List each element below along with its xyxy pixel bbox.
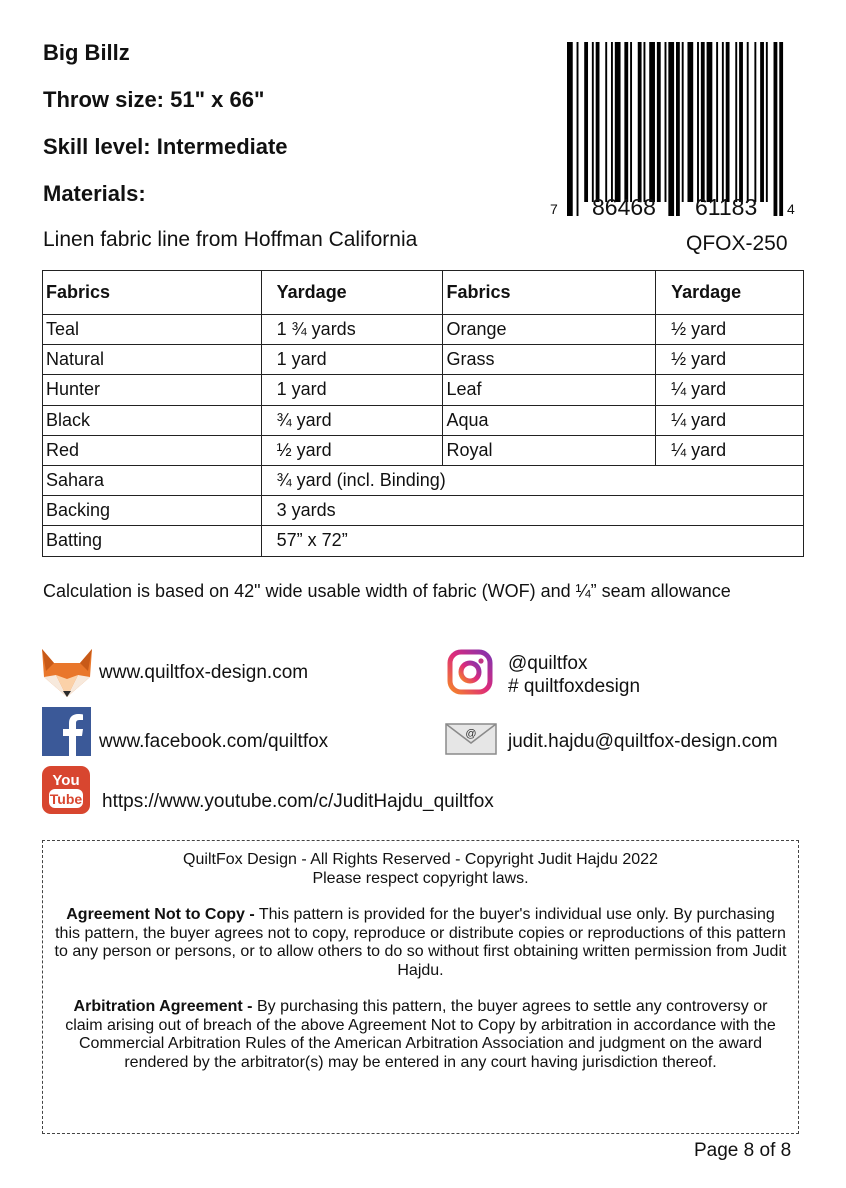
barcode-bar bbox=[766, 42, 768, 202]
fabric-yardage: ¼ yard bbox=[656, 405, 804, 435]
arbitration-title: Arbitration Agreement - bbox=[73, 998, 253, 1015]
fabric-yardage: ¾ yard (incl. Binding) bbox=[261, 465, 803, 495]
table-row bbox=[43, 465, 804, 495]
barcode-bar bbox=[676, 42, 680, 216]
agreement-title: Agreement Not to Copy - bbox=[66, 906, 255, 923]
youtube-logo-tube: Tube bbox=[49, 791, 83, 807]
email-icon bbox=[445, 723, 497, 755]
fabric-name: Black bbox=[43, 405, 262, 435]
instagram-hashtag[interactable]: # quiltfoxdesign bbox=[508, 676, 641, 697]
fabric-name: Batting bbox=[43, 526, 262, 556]
barcode-bar bbox=[665, 42, 667, 202]
fabric-name: Red bbox=[43, 435, 262, 465]
fabric-line: Linen fabric line from Hoffman California bbox=[43, 228, 418, 251]
youtube-icon bbox=[42, 766, 90, 814]
website-link[interactable]: www.quiltfox-design.com bbox=[99, 662, 309, 683]
legal-notice bbox=[42, 840, 799, 1134]
barcode-bar bbox=[605, 42, 607, 202]
barcode-bar bbox=[779, 42, 783, 216]
fabric-yardage: 1 yard bbox=[261, 375, 443, 405]
fabric-yardage: 1 yard bbox=[261, 345, 443, 375]
product-code: QFOX-250 bbox=[686, 232, 788, 255]
fabric-name: Leaf bbox=[443, 375, 656, 405]
fabric-name: Orange bbox=[443, 315, 656, 345]
fabric-yardage: ½ yard bbox=[656, 315, 804, 345]
fabric-yardage: ½ yard bbox=[656, 345, 804, 375]
throw-size: Throw size: 51" x 66" bbox=[43, 87, 265, 112]
agreement-text: This pattern is provided for the buyer's individual use only. By purchasing this pattern, the buyer agrees not to copy, reproduce or distribute copies or reproductions of this pattern to any person or persons, or to allow others to do so without first obtaining written permission from Judit Hajdu. bbox=[54, 906, 787, 979]
header-fabrics-1: Fabrics bbox=[43, 271, 262, 315]
fabric-name: Teal bbox=[43, 315, 262, 345]
barcode-bar bbox=[687, 42, 693, 202]
fabric-name: Natural bbox=[43, 345, 262, 375]
table-row bbox=[43, 435, 804, 465]
table-row bbox=[43, 526, 804, 556]
barcode-bar bbox=[722, 42, 724, 202]
fabric-yardage: ¼ yard bbox=[656, 435, 804, 465]
pattern-title: Big Billz bbox=[43, 40, 130, 65]
fabric-yardage: ¼ yard bbox=[656, 375, 804, 405]
barcode-bar bbox=[592, 42, 594, 202]
copyright-line-2: Please respect copyright laws. bbox=[312, 869, 529, 887]
barcode-bar bbox=[638, 42, 642, 202]
barcode-bar bbox=[567, 42, 573, 216]
instagram-handle[interactable]: @quiltfox bbox=[508, 653, 588, 674]
barcode-bar bbox=[760, 42, 764, 202]
barcode-bar bbox=[739, 42, 743, 202]
fabric-yardage: 1 ¾ yards bbox=[261, 315, 443, 345]
fox-logo-icon bbox=[42, 649, 92, 697]
barcode-check-digit: 4 bbox=[787, 201, 795, 217]
fabric-yardage: ¾ yard bbox=[261, 405, 443, 435]
header-yardage-2: Yardage bbox=[656, 271, 804, 315]
barcode-bar bbox=[668, 42, 674, 216]
arbitration-agreement bbox=[53, 998, 788, 1072]
barcode-bar bbox=[584, 42, 588, 202]
barcode-bar bbox=[615, 42, 621, 202]
barcode-bar bbox=[624, 42, 628, 202]
instagram-icon bbox=[447, 649, 493, 695]
fabric-name: Grass bbox=[443, 345, 656, 375]
barcode-bar bbox=[611, 42, 613, 202]
barcode-bar bbox=[630, 42, 632, 202]
barcode-bar bbox=[657, 42, 661, 202]
barcode-bar bbox=[697, 42, 699, 202]
email-at-symbol: @ bbox=[465, 728, 477, 740]
barcode-bar bbox=[596, 42, 600, 202]
agreement-not-to-copy bbox=[53, 906, 788, 980]
barcode-bar bbox=[707, 42, 713, 202]
table-header-row bbox=[43, 271, 804, 315]
barcode-group-2: 61183 bbox=[695, 194, 758, 220]
fabric-name: Aqua bbox=[443, 405, 656, 435]
table-row bbox=[43, 496, 804, 526]
materials-heading: Materials: bbox=[43, 181, 146, 206]
barcode-bar bbox=[577, 42, 579, 216]
table-row bbox=[43, 345, 804, 375]
copyright-line-1: QuiltFox Design - All Rights Reserved - Copyright Judit Hajdu 2022 bbox=[183, 851, 658, 868]
header-yardage-1: Yardage bbox=[261, 271, 443, 315]
header-fabrics-2: Fabrics bbox=[443, 271, 656, 315]
fabric-name: Sahara bbox=[43, 465, 262, 495]
arbitration-text: By purchasing this pattern, the buyer agrees to settle any controversy or claim arising out of breach of the above Agreement Not to Copy by arbitration in accordance with the Commercial Arbitration Rules of the American Arbitration Association and judgment on the award rendered by the arbitrator(s) may be entered in any court having jurisdiction thereof. bbox=[65, 998, 776, 1071]
fabric-table bbox=[42, 270, 804, 557]
email-link[interactable]: judit.hajdu@quiltfox-design.com bbox=[508, 731, 778, 752]
barcode-bar bbox=[643, 42, 645, 202]
barcode-bar bbox=[754, 42, 756, 202]
table-row bbox=[43, 315, 804, 345]
barcode-bar bbox=[747, 42, 749, 202]
barcode-bar bbox=[774, 42, 778, 216]
barcode bbox=[567, 42, 785, 216]
barcode-bar bbox=[682, 42, 684, 202]
fabric-name: Royal bbox=[443, 435, 656, 465]
fabric-name: Hunter bbox=[43, 375, 262, 405]
fabric-yardage: 57” x 72” bbox=[261, 526, 803, 556]
facebook-icon bbox=[42, 707, 91, 756]
barcode-bar bbox=[716, 42, 718, 202]
copyright-notice bbox=[53, 851, 788, 888]
page-number: Page 8 of 8 bbox=[694, 1140, 792, 1161]
table-row bbox=[43, 405, 804, 435]
barcode-lead-digit: 7 bbox=[550, 201, 558, 217]
skill-level: Skill level: Intermediate bbox=[43, 134, 288, 159]
barcode-bar bbox=[701, 42, 705, 202]
fabric-name: Backing bbox=[43, 496, 262, 526]
barcode-group-1: 86468 bbox=[592, 194, 656, 220]
fabric-yardage: 3 yards bbox=[261, 496, 803, 526]
barcode-bar bbox=[735, 42, 737, 202]
table-row bbox=[43, 375, 804, 405]
youtube-link[interactable]: https://www.youtube.com/c/JuditHajdu_quiltfox bbox=[102, 791, 494, 812]
facebook-link[interactable]: www.facebook.com/quiltfox bbox=[99, 731, 329, 752]
calculation-note: Calculation is based on 42" wide usable width of fabric (WOF) and ¼” seam allowance bbox=[43, 581, 731, 601]
fabric-yardage: ½ yard bbox=[261, 435, 443, 465]
barcode-bar bbox=[649, 42, 655, 202]
barcode-bar bbox=[726, 42, 730, 202]
youtube-logo-you: You bbox=[52, 772, 80, 789]
